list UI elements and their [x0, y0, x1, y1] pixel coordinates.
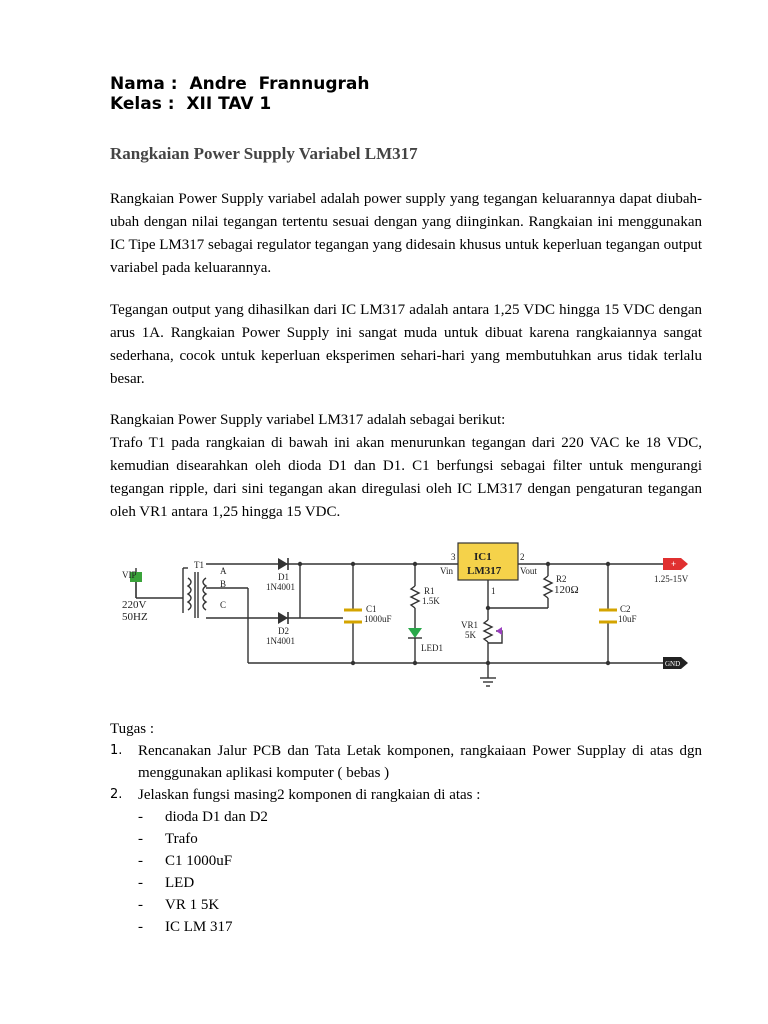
diode-d2 — [278, 612, 288, 624]
label-c1-value: 1000uF — [364, 614, 392, 624]
label-r2: R2 — [556, 574, 567, 584]
label-vin: VIP — [122, 570, 137, 580]
label-out-plus: + — [671, 559, 677, 569]
subtask-item: - IC LM 317 — [138, 919, 233, 935]
paragraph-1: Rangkaian Power Supply variabel adalah power supply yang tegangan keluarannya dapat diubah-ubah dengan nilai tegangan tertentu sesuai dengan yang diinginkan. Rangkaian ini menggunakan IC Tipe LM317 sebagai regulator tegangan yang didesain khusus untuk keperluan tegangan output variabel pada keluarannya. — [110, 191, 702, 276]
subtask-item: - dioda D1 dan D2 — [138, 809, 268, 825]
label-r1: R1 — [424, 586, 435, 596]
task-number: 2. — [110, 787, 123, 802]
paragraph-3: Rangkaian Power Supply variabel LM317 adalah sebagai berikut: — [110, 412, 506, 428]
document-title: Rangkaian Power Supply Variabel LM317 — [110, 144, 418, 163]
class-row — [110, 94, 369, 114]
task-text: Rencanakan Jalur PCB dan Tata Letak komponen, rangkaiaan Power Supplay di atas dgn menggunakan aplikasi komputer ( bebas ) — [138, 743, 702, 781]
label-pin1: 1 — [491, 586, 496, 596]
label-tap-b: B — [220, 579, 227, 589]
label-pin2: 2 — [520, 552, 525, 562]
label-d1: D1 — [278, 572, 289, 582]
label-c2-value: 10uF — [618, 614, 637, 624]
subtask-item: - LED — [138, 875, 195, 891]
label-c2: C2 — [620, 604, 631, 614]
label-c1: C1 — [366, 604, 377, 614]
task-text: Jelaskan fungsi masing2 komponen di rangkaian di atas : — [138, 787, 481, 803]
paragraph-intro — [110, 188, 702, 280]
label-d2: D2 — [278, 626, 289, 636]
label-r2-value: 120Ω — [554, 584, 579, 596]
label-ic-type: LM317 — [467, 565, 502, 577]
paragraph-4: Trafo T1 pada rangkaian di bawah ini akan menurunkan tegangan dari 220 VAC ke 18 VDC, kemudian disearahkan oleh dioda D1 dan D1. C1 berfungsi sebagai filter untuk mengurangi tegangan ripple, dari sini tegangan akan diregulasi oleh IC LM317 dengan pengaturan tegangan oleh VR1 antara 1,25 hingga 15 VDC. — [110, 435, 702, 520]
subtask-item: - Trafo — [138, 831, 198, 847]
paragraph-output — [110, 299, 702, 391]
label-r1-value: 1.5K — [422, 596, 440, 606]
label-t1: T1 — [194, 560, 204, 570]
task-item-1 — [110, 740, 702, 784]
label-out-range: 1.25-15V — [654, 574, 689, 584]
task-list — [110, 718, 702, 938]
paragraph-circuit — [110, 409, 702, 524]
name-label: Nama : — [110, 74, 178, 94]
label-d2-type: 1N4001 — [266, 636, 295, 646]
subtask-item: - VR 1 5K — [138, 897, 220, 913]
name-value: Andre Frannugrah — [189, 74, 370, 94]
label-tap-c: C — [220, 600, 227, 610]
potentiometer-wiper-icon — [496, 627, 502, 635]
task-number: 1. — [110, 743, 123, 758]
diode-d1 — [278, 558, 288, 570]
label-vr1: VR1 — [461, 620, 479, 630]
label-led: LED1 — [421, 643, 443, 653]
label-pin3: 3 — [451, 552, 456, 562]
name-row — [110, 74, 369, 94]
paragraph-2: Tegangan output yang dihasilkan dari IC LM317 adalah antara 1,25 VDC hingga 15 VDC dengan arus 1A. Rangkaian Power Supply ini sangat muda untuk dibuat karena rangkaiannya sangat sederhana, cocok untuk keperluan eksperimen sehari-hari yang membutuhkan arus tidak terlalu besar. — [110, 302, 702, 387]
label-ic-name: IC1 — [474, 551, 492, 563]
label-vout-pin: Vout — [520, 566, 537, 576]
label-gnd: GND — [665, 660, 681, 668]
label-tap-a: A — [220, 566, 227, 576]
label-input-voltage: 220V — [122, 599, 147, 611]
class-value: XII TAV 1 — [186, 94, 272, 114]
led-icon — [408, 628, 422, 638]
task-heading: Tugas : — [110, 721, 155, 737]
label-d1-type: 1N4001 — [266, 582, 295, 592]
circuit-diagram — [118, 538, 693, 698]
label-vin-pin: Vin — [440, 566, 453, 576]
label-input-freq: 50HZ — [122, 611, 148, 623]
task-item-2 — [110, 784, 702, 806]
subtask-item: - C1 1000uF — [138, 853, 233, 869]
class-label: Kelas : — [110, 94, 175, 114]
identity-header — [110, 74, 369, 114]
label-vr1-value: 5K — [465, 630, 476, 640]
